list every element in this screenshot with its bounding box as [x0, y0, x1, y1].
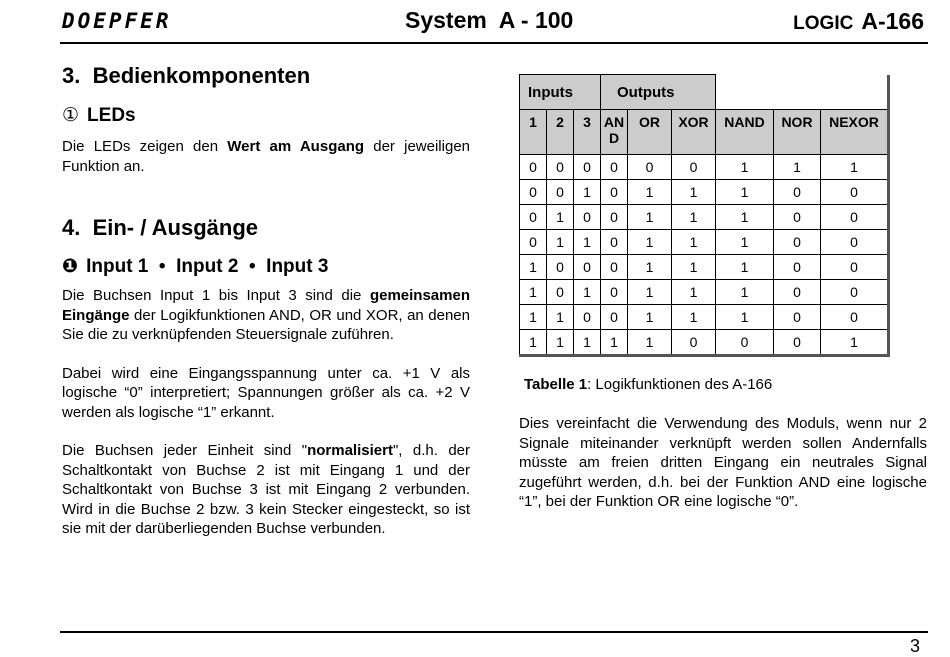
table-cell: 1: [601, 330, 628, 356]
table-cell: 1: [716, 180, 774, 205]
system-title: System A - 100: [405, 7, 574, 33]
column-header: 1: [520, 110, 547, 155]
table-cell: 1: [821, 330, 889, 356]
footer-rule: [60, 631, 928, 633]
inputs-group-header: Inputs: [520, 75, 601, 110]
table-cell: 0: [821, 205, 889, 230]
table-cell: 0: [821, 180, 889, 205]
inputs-title: Input 1 • Input 2 • Input 3: [86, 256, 329, 277]
table-cell: 0: [774, 305, 821, 330]
table-cell: 0: [520, 155, 547, 180]
leds-text-bold: Wert am Ausgang: [227, 138, 365, 155]
table-cell: 1: [628, 230, 672, 255]
table-cell: 1: [547, 305, 574, 330]
table-cell: 1: [574, 280, 601, 305]
table-cell: 1: [628, 255, 672, 280]
doepfer-logo: DOEPFER: [62, 9, 172, 33]
section-4-heading: 4. Ein- / Ausgänge: [62, 215, 258, 240]
text-bold: normalisiert: [307, 442, 393, 459]
section-3-heading: 3. Bedienkomponenten: [62, 63, 311, 88]
table-cell: 0: [774, 280, 821, 305]
left-column: [62, 63, 470, 539]
column-header: AN D: [601, 110, 628, 155]
caption-label: Tabelle 1: [524, 376, 588, 393]
table-cell: 1: [774, 155, 821, 180]
column-header: 2: [547, 110, 574, 155]
table-cell: 0: [628, 155, 672, 180]
module-code: A-166: [861, 8, 924, 34]
table-blank-cell: [716, 75, 889, 110]
table-cell: 1: [716, 280, 774, 305]
text-part: Die Buchsen jeder Einheit sind ": [62, 442, 308, 459]
header-rule: [60, 42, 928, 44]
table-cell: 0: [774, 230, 821, 255]
text-part: der Logikfunktionen AND, OR und XOR, an denen Sie die zu verknüpfenden Steuersignale zuführen.: [62, 306, 470, 343]
table-cell: 0: [601, 305, 628, 330]
table-cell: 0: [672, 330, 716, 356]
inputs-paragraph-3: [62, 441, 470, 539]
table-cell: 1: [520, 330, 547, 356]
table-cell: 0: [574, 305, 601, 330]
table-cell: 0: [601, 255, 628, 280]
text-bold: gemeinsamen Eingänge: [62, 287, 470, 324]
module-id: [793, 8, 924, 35]
table-cell: 0: [821, 255, 889, 280]
right-paragraph: Dies vereinfacht die Verwendung des Moduls, wenn nur 2 Signale miteinander verknüpft werden sollen Andernfalls müsste am freien dritten Eingang ein neutrales Signal zugeführt werden, d.h. bei der Funktion AND eine logische “1”, bei der Funktion OR eine logische “0”.: [519, 415, 927, 510]
table-cell: 0: [547, 280, 574, 305]
table-cell: 0: [672, 155, 716, 180]
table-row: [520, 255, 889, 280]
table-cell: 1: [520, 255, 547, 280]
circled-one-icon: ①: [62, 105, 80, 126]
table-body: [520, 155, 889, 356]
table-cell: 1: [628, 205, 672, 230]
table-cell: 1: [672, 205, 716, 230]
column-header: NAND: [716, 110, 774, 155]
table-cell: 1: [628, 305, 672, 330]
table-cell: 0: [601, 180, 628, 205]
table-row: [520, 230, 889, 255]
table-cell: 0: [774, 180, 821, 205]
column-header: XOR: [672, 110, 716, 155]
table-cell: 0: [547, 255, 574, 280]
table-cell: 0: [574, 205, 601, 230]
text-part: Die Buchsen Input 1 bis Input 3 sind die: [62, 287, 370, 304]
table-cell: 0: [520, 180, 547, 205]
table-cell: 1: [574, 330, 601, 356]
leds-title: LEDs: [87, 105, 136, 126]
table-cell: 1: [672, 280, 716, 305]
page-number: 3: [909, 636, 920, 656]
table-cell: 0: [574, 255, 601, 280]
table-row: [520, 330, 889, 356]
leds-heading: [62, 104, 470, 127]
table-cell: 0: [601, 205, 628, 230]
table-cell: 0: [547, 155, 574, 180]
table-cell: 0: [774, 205, 821, 230]
text-part: ", d.h. der Schaltkontakt von Buchse 2 ist mit Eingang 1 und der Schaltkontakt von Buchse 3 ist mit Eingang 2 verbunden. Wird in die Buchse 2 bzw. 3 kein Stecker eingesteckt, so ist sie mit der darüberliegenden Buchse verbunden.: [62, 442, 470, 537]
table-cell: 1: [716, 255, 774, 280]
table-cell: 0: [821, 230, 889, 255]
table-cell: 1: [672, 180, 716, 205]
table-cell: 1: [628, 180, 672, 205]
column-header: NEXOR: [821, 110, 889, 155]
table-cell: 0: [601, 155, 628, 180]
table-cell: 1: [574, 180, 601, 205]
table-cell: 1: [821, 155, 889, 180]
module-category: LOGIC: [793, 13, 854, 34]
table-row: [520, 180, 889, 205]
table-row: [520, 155, 889, 180]
table-cell: 1: [716, 205, 774, 230]
table-cell: 1: [672, 230, 716, 255]
table-cell: 1: [716, 305, 774, 330]
column-header: 3: [574, 110, 601, 155]
table-cell: 1: [628, 330, 672, 356]
filled-circled-one-icon: ❶: [62, 256, 79, 277]
table-cell: 0: [574, 155, 601, 180]
table-cell: 1: [672, 255, 716, 280]
table-row: [520, 205, 889, 230]
column-header: NOR: [774, 110, 821, 155]
table-caption: [524, 376, 772, 393]
table-cell: 0: [520, 230, 547, 255]
table-cell: 1: [520, 280, 547, 305]
table-cell: 1: [672, 305, 716, 330]
table-header-row: [520, 110, 889, 155]
table-group-row: [520, 75, 889, 110]
column-header: OR: [628, 110, 672, 155]
table-cell: 0: [774, 330, 821, 356]
table-cell: 1: [547, 205, 574, 230]
table-cell: 0: [716, 330, 774, 356]
table-cell: 1: [574, 230, 601, 255]
table-cell: 1: [628, 280, 672, 305]
table-cell: 1: [520, 305, 547, 330]
table-cell: 0: [774, 255, 821, 280]
inputs-heading: [62, 255, 470, 278]
table-cell: 0: [601, 280, 628, 305]
leds-text-part: Die LEDs zeigen den: [62, 138, 228, 155]
outputs-group-header: Outputs: [601, 75, 716, 110]
table-cell: 0: [547, 180, 574, 205]
table-cell: 1: [547, 330, 574, 356]
table-cell: 0: [821, 280, 889, 305]
table-cell: 0: [821, 305, 889, 330]
logic-truth-table: [519, 74, 890, 357]
table-cell: 0: [601, 230, 628, 255]
inputs-paragraph-2: Dabei wird eine Eingangsspannung unter ca. +1 V als logische “0” interpretiert; Spannungen größer als ca. +2 V werden als logische “1” erkannt.: [62, 364, 470, 421]
table-row: [520, 280, 889, 305]
caption-text: : Logikfunktionen des A-166: [587, 376, 773, 393]
inputs-paragraph-1: [62, 286, 470, 345]
table-cell: 1: [716, 155, 774, 180]
table-cell: 1: [547, 230, 574, 255]
leds-paragraph: [62, 137, 470, 176]
table-row: [520, 305, 889, 330]
leds-text-part: der jeweiligen Funktion an.: [62, 138, 471, 175]
table-cell: 0: [520, 205, 547, 230]
table-cell: 1: [716, 230, 774, 255]
